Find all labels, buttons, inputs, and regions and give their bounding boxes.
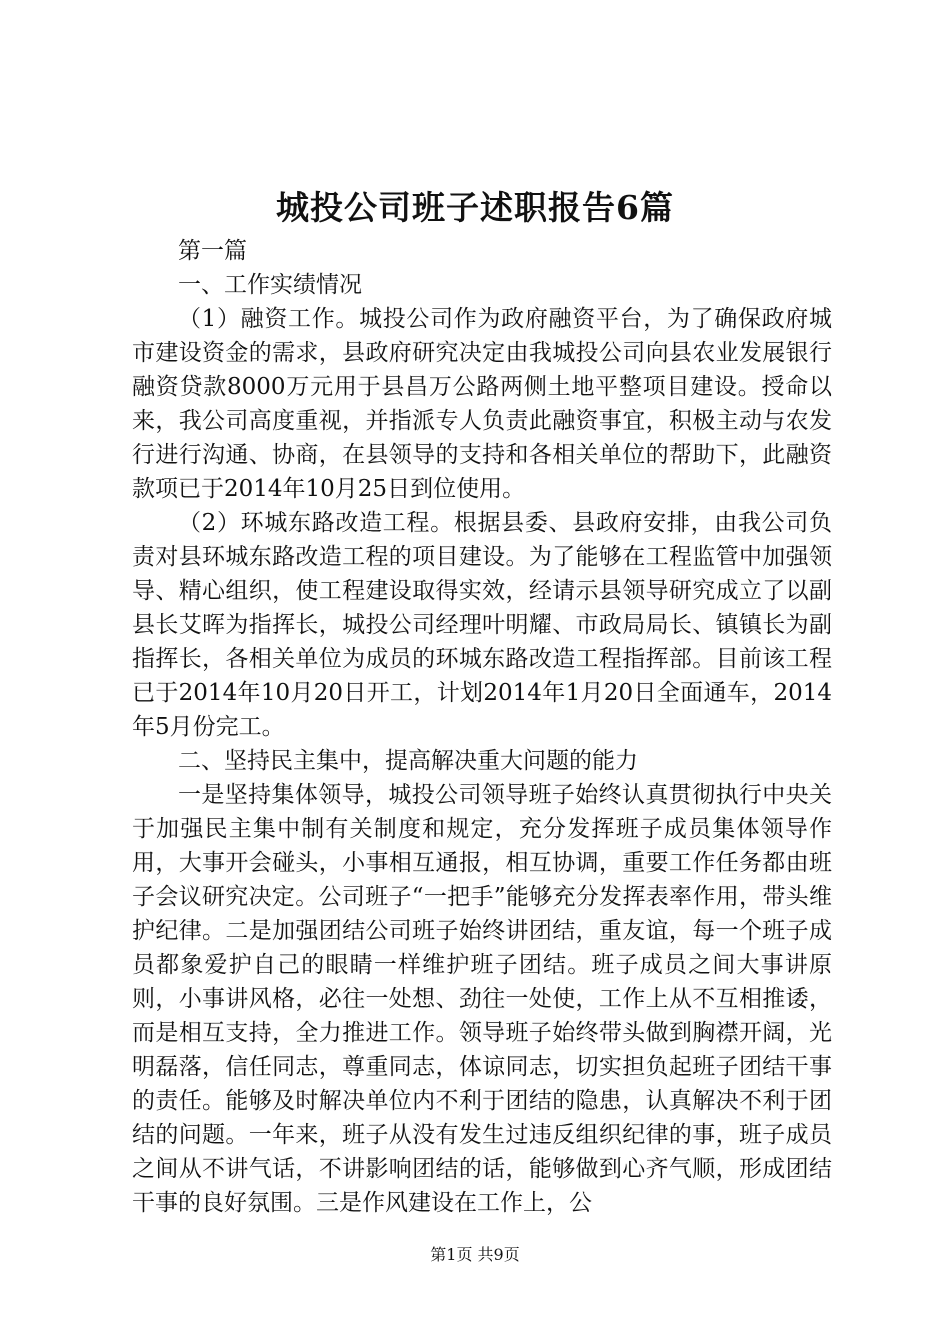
paragraph-collective-leadership: 一是坚持集体领导，城投公司领导班子始终认真贯彻执行中央关于加强民主集中制有关制度和规定，充分发挥班子成员集体领导作用，大事开会碰头，小事相互通报，相互协调，重要工作任务都由班子会议研究决定。公司班子“一把手”能够充分发挥表率作用，带头维护纪律。二是加强团结公司班子始终讲团结，重友谊，每一个班子成员都象爱护自己的眼睛一样维护班子团结。班子成员之间大事讲原则，小事讲风格，必往一处想、劲往一处使，工作上从不互相推诿，而是相互支持，全力推进工作。领导班子始终带头做到胸襟开阔，光明磊落，信任同志，尊重同志，体谅同志，切实担负起班子团结干事的责任。能够及时解决单位内不利于团结的隐患，认真解决不利于团结的问题。一年来，班子从没有发生过违反组织纪律的事，班子成员之间从不讲气话，不讲影响团结的话，能够做到心齐气顺，形成团结干事的良好氛围。三是作风建设在工作上，公 [132, 782, 832, 1216]
document-title: 城投公司班子述职报告6篇 [276, 188, 674, 227]
paragraph-financing-work: （1）融资工作。城投公司作为政府融资平台，为了确保政府城市建设资金的需求，县政府研究决定由我城投公司向县农业发展银行融资贷款8000万元用于县昌万公路两侧土地平整项目建设。授命以来，我公司高度重视，并指派专人负责此融资事宜，积极主动与农发行进行沟通、协商，在县领导的支持和各相关单位的帮助下，此融资款项已于2014年10月25日到位使用。 [132, 306, 832, 502]
page-footer: 第1页 共9页 [430, 1245, 520, 1264]
document-body [132, 234, 832, 1220]
paragraph-road-renovation: （2）环城东路改造工程。根据县委、县政府安排，由我公司负责对县环城东路改造工程的项目建设。为了能够在工程监管中加强领导、精心组织，使工程建设取得实效，经请示县领导研究成立了以副县长艾晖为指挥长，城投公司经理叶明耀、市政局局长、镇镇长为副指挥长，各相关单位为成员的环城东路改造工程指挥部。目前该工程已于2014年10月20日开工，计划2014年1月20日全面通车，2014年5月份完工。 [132, 510, 832, 740]
section-heading-work-results: 一、工作实绩情况 [178, 272, 362, 298]
section-heading-democratic-centralism: 二、坚持民主集中，提高解决重大问题的能力 [178, 748, 638, 774]
section-heading-part-one: 第一篇 [178, 238, 247, 264]
